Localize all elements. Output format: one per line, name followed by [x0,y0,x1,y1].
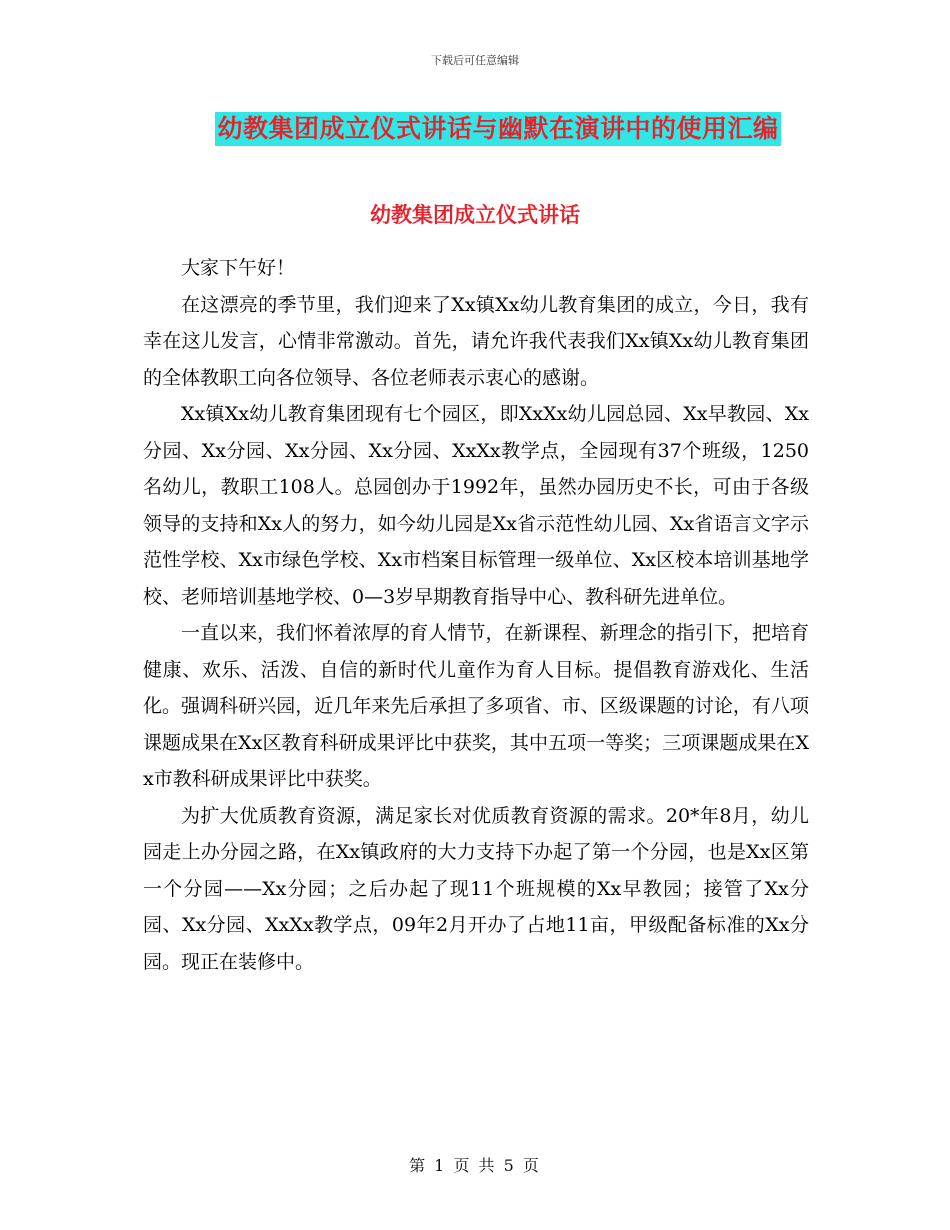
paragraph-opening: 在这漂亮的季节里，我们迎来了Xx镇Xx幼儿教育集团的成立，今日，我有幸在这儿发言，心情非常激动。首先，请允许我代表我们Xx镇Xx幼儿教育集团的全体教职工向各位领导、各位老师表示衷心的感谢。 [143,293,809,389]
section-title: 幼教集团成立仪式讲话 [370,203,580,227]
main-title-container [0,112,950,146]
page-header-note: 下载后可任意编辑 [431,54,519,67]
paragraph-overview: Xx镇Xx幼儿教育集团现有七个园区，即XxXx幼儿园总园、Xx早教园、Xx分园、Xx分园、Xx分园、Xx分园、XxXx教学点，全园现有37个班级，1250名幼儿，教职工108人。总园创办于1992年，虽然办园历史不长，可由于各级领导的支持和Xx人的努力，如今幼儿园是Xx省示范性幼儿园、Xx省语言文字示范性学校、Xx市绿色学校、Xx市档案目标管理一级单位、Xx区校本培训基地学校、老师培训基地学校、0—3岁早期教育指导中心、教科研先进单位。 [143,403,809,608]
page-number-footer: 第 1 页 共 5 页 [409,1156,541,1175]
paragraph-expansion: 为扩大优质教育资源，满足家长对优质教育资源的需求。20*年8月，幼儿园走上办分园之路，在Xx镇政府的大力支持下办起了第一个分园，也是Xx区第一个分园——Xx分园；之后办起了现11个班规模的Xx早教园；接管了Xx分园、Xx分园、XxXx教学点，09年2月开办了占地11亩，甲级配备标准的Xx分园。现正在装修中。 [143,804,809,973]
document-body [143,250,809,980]
paragraph-research: 一直以来，我们怀着浓厚的育人情节，在新课程、新理念的指引下，把培育健康、欢乐、活泼、自信的新时代儿童作为育人目标。提倡教育游戏化、生活化。强调科研兴园，近几年来先后承担了多项省、市、区级课题的讨论，有八项课题成果在Xx区教育科研成果评比中获奖，其中五项一等奖；三项课题成果在Xx市教科研成果评比中获奖。 [143,622,809,790]
paragraph-greeting: 大家下午好！ [181,257,296,279]
main-title: 幼教集团成立仪式讲话与幽默在演讲中的使用汇编 [215,112,780,146]
